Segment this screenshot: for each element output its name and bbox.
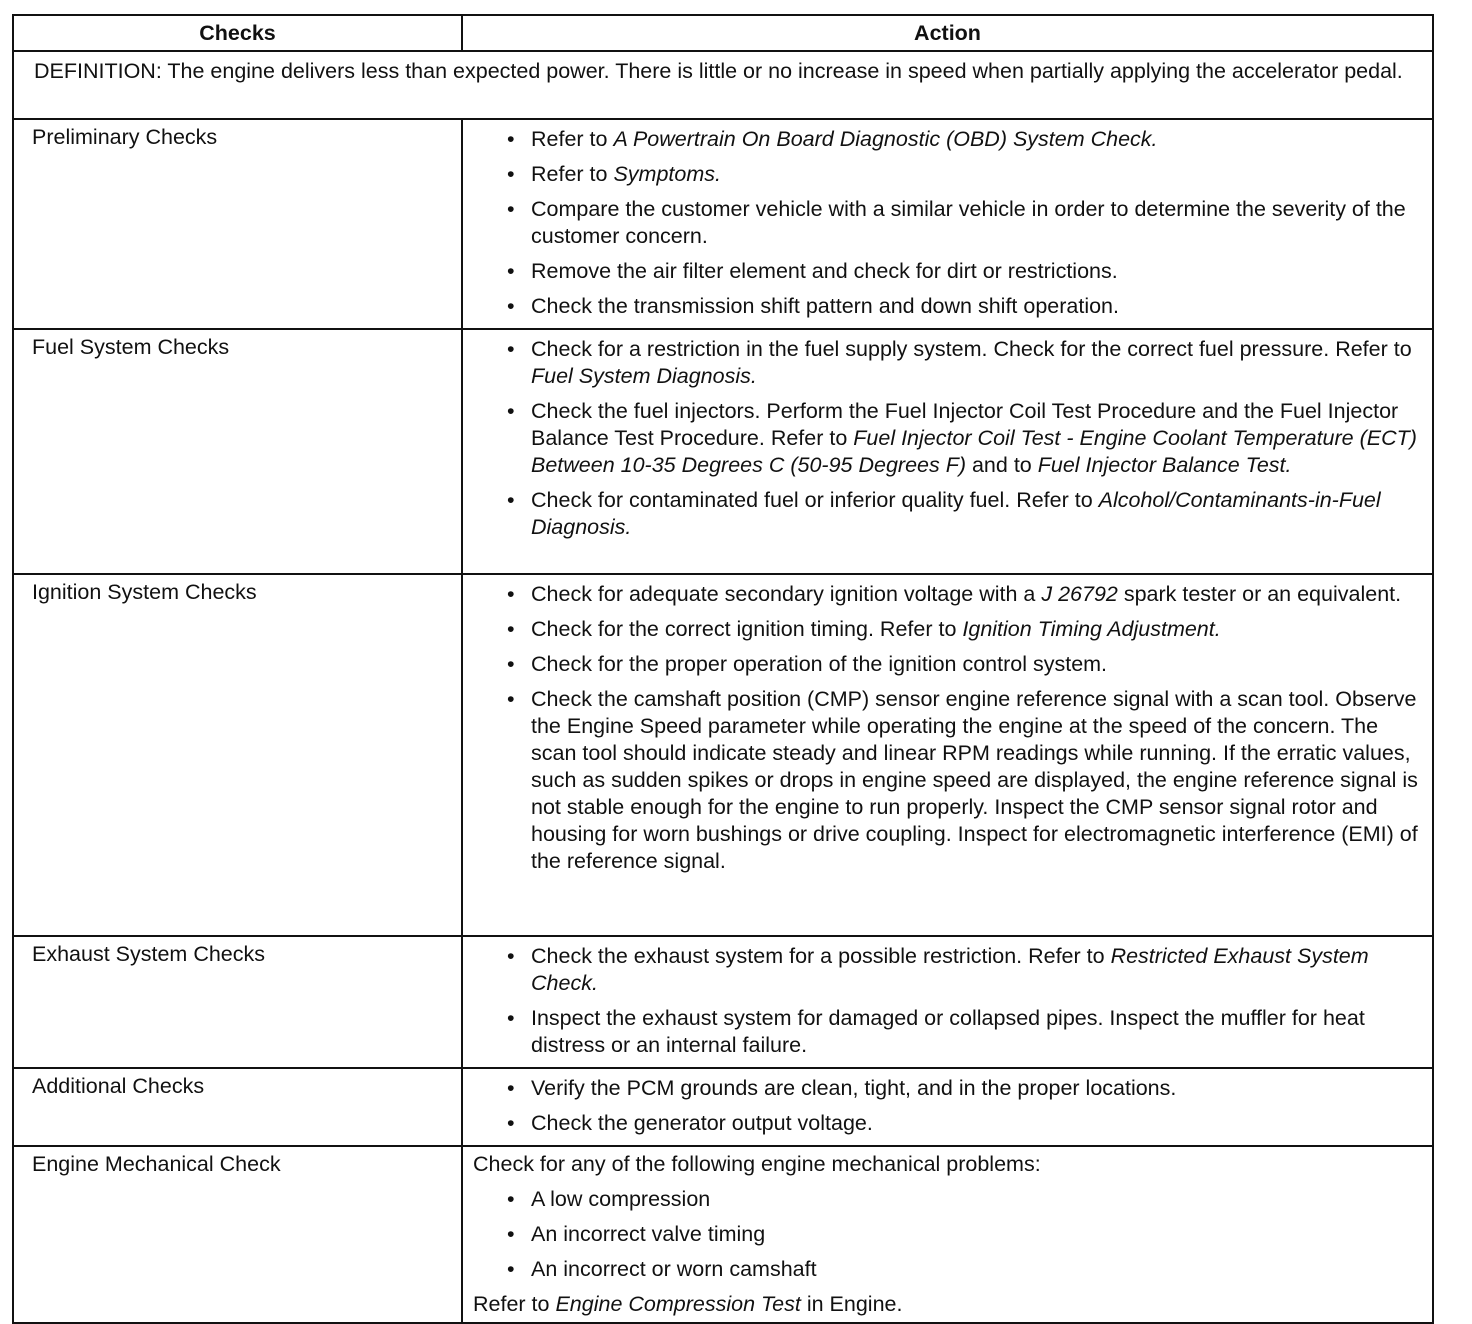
action-cell bbox=[462, 574, 1433, 936]
action-cell bbox=[462, 119, 1433, 329]
text-segment: in Engine. bbox=[800, 1292, 903, 1316]
text-segment: Refer to bbox=[473, 1292, 556, 1316]
reference-link-text: Restricted Exhaust System Check. bbox=[531, 944, 1369, 995]
check-category: Engine Mechanical Check bbox=[13, 1146, 462, 1323]
definition-text: DEFINITION: The engine delivers less than expected power. There is little or no increase in speed when partially applying the accelerator pedal. bbox=[13, 51, 1433, 119]
action-cell bbox=[462, 329, 1433, 574]
action-item bbox=[499, 616, 1422, 643]
header-action: Action bbox=[462, 15, 1433, 51]
check-category: Preliminary Checks bbox=[13, 119, 462, 329]
action-item bbox=[499, 1075, 1422, 1102]
table-row bbox=[13, 119, 1433, 329]
header-checks: Checks bbox=[13, 15, 462, 51]
reference-link-text: J 26792 bbox=[1041, 582, 1118, 606]
action-item bbox=[499, 336, 1422, 390]
check-category: Fuel System Checks bbox=[13, 329, 462, 574]
text-segment: Check for contaminated fuel or inferior quality fuel. Refer to bbox=[531, 488, 1099, 512]
table-row bbox=[13, 936, 1433, 1068]
action-cell bbox=[462, 1146, 1433, 1323]
table-row bbox=[13, 329, 1433, 574]
text-segment: Compare the customer vehicle with a similar vehicle in order to determine the severity of the customer concern. bbox=[531, 197, 1406, 248]
action-intro bbox=[473, 1151, 1422, 1178]
text-segment: Check for the proper operation of the ignition control system. bbox=[531, 652, 1108, 676]
text-segment: Verify the PCM grounds are clean, tight, and in the proper locations. bbox=[531, 1076, 1177, 1100]
diagnostic-table bbox=[12, 14, 1434, 1324]
action-item bbox=[499, 161, 1422, 188]
reference-link-text: Symptoms. bbox=[613, 162, 721, 186]
text-segment: and to bbox=[966, 453, 1038, 477]
text-segment: Check the exhaust system for a possible restriction. Refer to bbox=[531, 944, 1111, 968]
header-row bbox=[13, 15, 1433, 51]
action-item bbox=[499, 651, 1422, 678]
table-row bbox=[13, 1146, 1433, 1323]
action-item bbox=[499, 1005, 1422, 1059]
action-outro bbox=[473, 1291, 1422, 1318]
action-list bbox=[473, 943, 1422, 1059]
table-row bbox=[13, 574, 1433, 936]
action-item bbox=[499, 293, 1422, 320]
action-item bbox=[499, 1110, 1422, 1137]
text-segment: A low compression bbox=[531, 1187, 711, 1211]
action-list bbox=[473, 581, 1422, 875]
action-list bbox=[473, 336, 1422, 541]
action-item bbox=[499, 581, 1422, 608]
action-list bbox=[473, 1075, 1422, 1137]
action-item bbox=[499, 258, 1422, 285]
action-cell bbox=[462, 1068, 1433, 1146]
definition-row bbox=[13, 51, 1433, 119]
text-segment: Check for adequate secondary ignition voltage with a bbox=[531, 582, 1042, 606]
table-row bbox=[13, 1068, 1433, 1146]
check-category: Ignition System Checks bbox=[13, 574, 462, 936]
action-item bbox=[499, 1256, 1422, 1283]
text-segment: Check the generator output voltage. bbox=[531, 1111, 873, 1135]
reference-link-text: Fuel System Diagnosis. bbox=[531, 364, 757, 388]
reference-link-text: A Powertrain On Board Diagnostic (OBD) System Check. bbox=[613, 127, 1158, 151]
text-segment: Remove the air filter element and check for dirt or restrictions. bbox=[531, 259, 1118, 283]
text-segment: An incorrect valve timing bbox=[531, 1222, 766, 1246]
action-item bbox=[499, 487, 1422, 541]
action-item bbox=[499, 398, 1422, 479]
text-segment: Inspect the exhaust system for damaged or collapsed pipes. Inspect the muffler for heat distress or an internal failure. bbox=[531, 1006, 1365, 1057]
action-item bbox=[499, 1186, 1422, 1213]
text-segment: Check the transmission shift pattern and down shift operation. bbox=[531, 294, 1119, 318]
action-list bbox=[473, 1186, 1422, 1283]
reference-link-text: Fuel Injector Balance Test. bbox=[1037, 453, 1292, 477]
text-segment: An incorrect or worn camshaft bbox=[531, 1257, 817, 1281]
text-segment: Check for a restriction in the fuel supply system. Check for the correct fuel pressure. Refer to bbox=[531, 337, 1412, 361]
text-segment: Refer to bbox=[531, 162, 614, 186]
reference-link-text: Fuel Injector Coil Test - Engine Coolant Temperature (ECT) Between 10-35 Degrees C (50-95 Degrees F) bbox=[531, 426, 1417, 477]
check-category: Exhaust System Checks bbox=[13, 936, 462, 1068]
action-item bbox=[499, 126, 1422, 153]
action-item bbox=[499, 943, 1422, 997]
action-cell bbox=[462, 936, 1433, 1068]
check-category: Additional Checks bbox=[13, 1068, 462, 1146]
text-segment: Check for any of the following engine mechanical problems: bbox=[473, 1152, 1041, 1176]
text-segment: Check the camshaft position (CMP) sensor engine reference signal with a scan tool. Observe the Engine Speed parameter while operating the engine at the speed of the concern. The scan tool should indicate steady and linear RPM readings while running. If the erratic values, such as sudden spikes or drops in engine speed are displayed, the engine reference signal is not stable enough for the engine to run properly. Inspect the CMP sensor signal rotor and housing for worn bushings or drive coupling. Inspect for electromagnetic interference (EMI) of the reference signal. bbox=[531, 687, 1418, 873]
text-segment: Refer to bbox=[531, 127, 614, 151]
action-list bbox=[473, 126, 1422, 320]
action-item bbox=[499, 196, 1422, 250]
reference-link-text: Engine Compression Test bbox=[555, 1292, 801, 1316]
action-item bbox=[499, 686, 1422, 875]
text-segment: Check for the correct ignition timing. Refer to bbox=[531, 617, 963, 641]
reference-link-text: Alcohol/Contaminants-in-Fuel Diagnosis. bbox=[531, 488, 1381, 539]
reference-link-text: Ignition Timing Adjustment. bbox=[962, 617, 1221, 641]
text-segment: spark tester or an equivalent. bbox=[1117, 582, 1402, 606]
action-item bbox=[499, 1221, 1422, 1248]
text-segment: Check the fuel injectors. Perform the Fuel Injector Coil Test Procedure and the Fuel Injector Balance Test Procedure. Refer to bbox=[531, 399, 1399, 450]
